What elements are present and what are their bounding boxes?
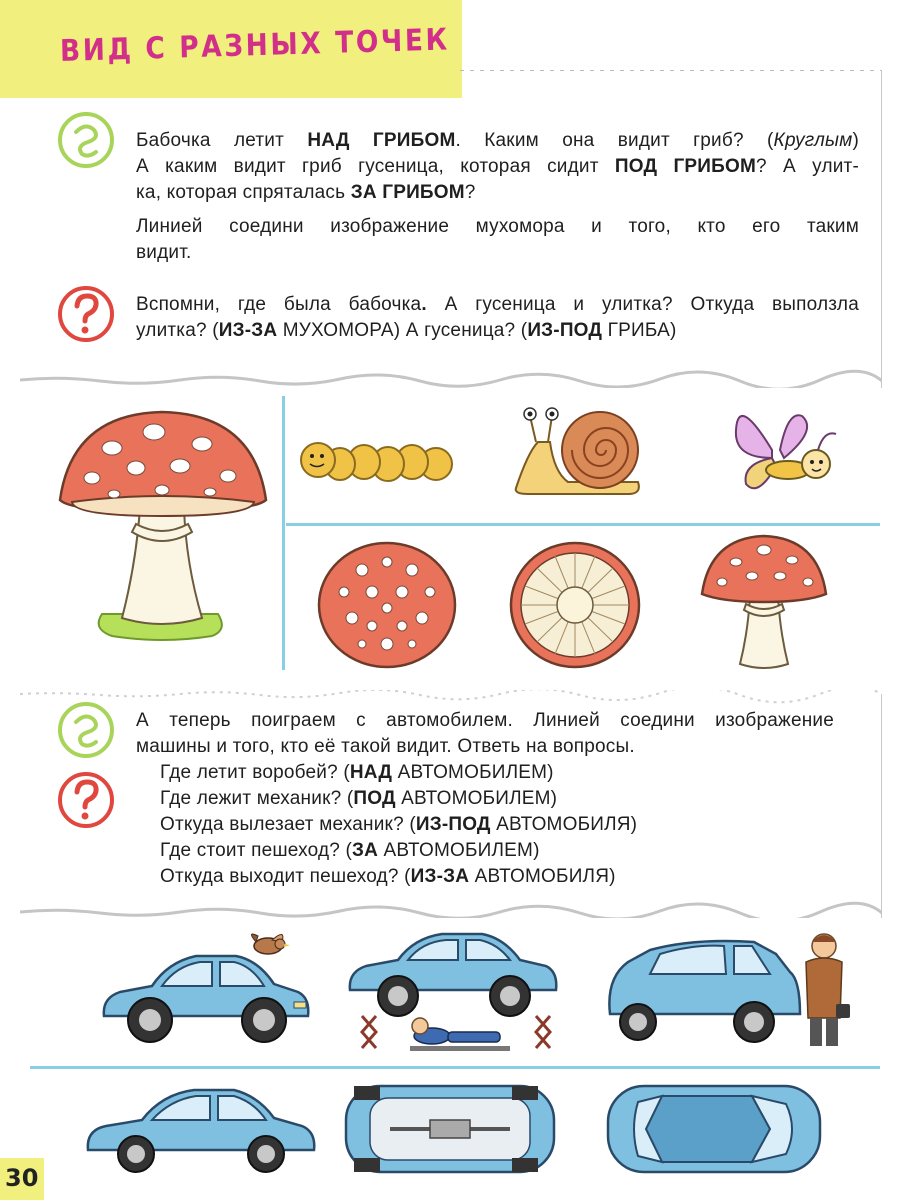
task1-instruction-line1: Линией соедини изображение мухомора и того, кто его таким	[136, 216, 859, 237]
text: АВТОМОБИЛЯ)	[490, 814, 638, 835]
pedestrian	[806, 934, 850, 1046]
big-mushroom-picture	[52, 404, 272, 644]
car-top-view-picture	[602, 1080, 826, 1178]
text: . Каким она видит гриб? (	[455, 130, 774, 151]
keyword: ИЗ-ЗА	[410, 866, 470, 887]
car-with-pedestrian-picture	[604, 928, 852, 1056]
task1-line1	[136, 128, 859, 154]
page-number: 30	[5, 1164, 39, 1192]
task2-intro-line2: машины и того, кто её такой видит. Ответь на вопросы.	[136, 736, 635, 757]
mushroom-bottom-view-picture	[505, 540, 645, 670]
text: АВТОМОБИЛЯ)	[469, 866, 616, 887]
text: ? А улит-	[756, 156, 859, 177]
text: АВТОМОБИЛЕМ)	[395, 788, 558, 809]
car-on-lift-with-mechanic-picture	[340, 928, 572, 1056]
keyword: ПОД	[353, 788, 396, 809]
text: .	[421, 294, 427, 315]
question-mark-icon	[56, 770, 116, 830]
sparrow-icon	[251, 934, 290, 954]
page-number-badge	[0, 1158, 44, 1200]
snail-picture	[508, 402, 648, 498]
car-bottom-view-picture	[340, 1080, 560, 1178]
car-with-sparrow-picture	[96, 928, 316, 1052]
text: Где стоит пешеход? (	[160, 840, 353, 861]
text: Вспомни, где была бабочка	[136, 294, 422, 315]
task2-intro-line1: А теперь поиграем с автомобилем. Линией соедини изображение	[136, 710, 834, 731]
text: А каким видит гриб гусеница, которая сидит	[136, 156, 615, 177]
text: )	[852, 130, 859, 151]
task2-question	[160, 838, 540, 864]
think-spiral-icon	[56, 110, 116, 170]
text: А гусеница и улитка? Откуда выползла	[426, 294, 859, 315]
task1-question-line2	[136, 318, 677, 344]
task1-line3	[136, 180, 476, 206]
grid-divider-horizontal	[30, 1066, 880, 1069]
grid-divider-horizontal	[286, 523, 880, 526]
keyword: ЗА	[352, 840, 379, 861]
text: ГРИБА)	[602, 320, 677, 341]
task1-line2	[136, 154, 859, 180]
keyword: ИЗ-ПОД	[415, 814, 491, 835]
text: улитка? (	[136, 320, 219, 341]
think-spiral-icon	[56, 700, 116, 760]
task1-question-line1	[136, 292, 859, 318]
mushroom-top-view-picture	[312, 540, 462, 670]
text: ?	[464, 182, 476, 203]
keyword: ПОД ГРИБОМ	[614, 156, 757, 177]
text: Где лежит механик? (	[160, 788, 354, 809]
question-mark-icon	[56, 284, 116, 344]
text: АВТОМОБИЛЕМ)	[378, 840, 540, 861]
text: Бабочка летит	[136, 130, 308, 151]
text: Где летит воробей? (	[160, 762, 350, 783]
task1-instruction-line2: видит.	[136, 242, 192, 263]
mechanic-lying	[410, 1018, 510, 1051]
keyword: ИЗ-ПОД	[527, 320, 603, 341]
task2-question	[160, 812, 637, 838]
text: АВТОМОБИЛЕМ)	[392, 762, 554, 783]
text: МУХОМОРА) А гусеница? (	[277, 320, 528, 341]
car-side-view-picture	[82, 1078, 322, 1174]
caterpillar-picture	[296, 432, 456, 488]
text: Откуда вылезает механик? (	[160, 814, 416, 835]
keyword: НАД	[349, 762, 393, 783]
keyword: ЗА ГРИБОМ	[350, 182, 465, 203]
text: Откуда выходит пешеход? (	[160, 866, 411, 887]
task2-question	[160, 760, 554, 786]
page-title: ВИД С РАЗНЫХ ТОЧЕК	[59, 22, 451, 69]
keyword: ИЗ-ЗА	[218, 320, 278, 341]
grid-divider-vertical	[282, 396, 285, 670]
task2-question	[160, 786, 557, 812]
text: ка, которая спряталась	[136, 182, 351, 203]
mushroom-side-view-picture	[696, 532, 832, 672]
keyword: НАД ГРИБОМ	[307, 130, 456, 151]
butterfly-picture	[728, 400, 848, 504]
task2-question	[160, 864, 616, 890]
answer-italic: Круглым	[773, 130, 853, 151]
